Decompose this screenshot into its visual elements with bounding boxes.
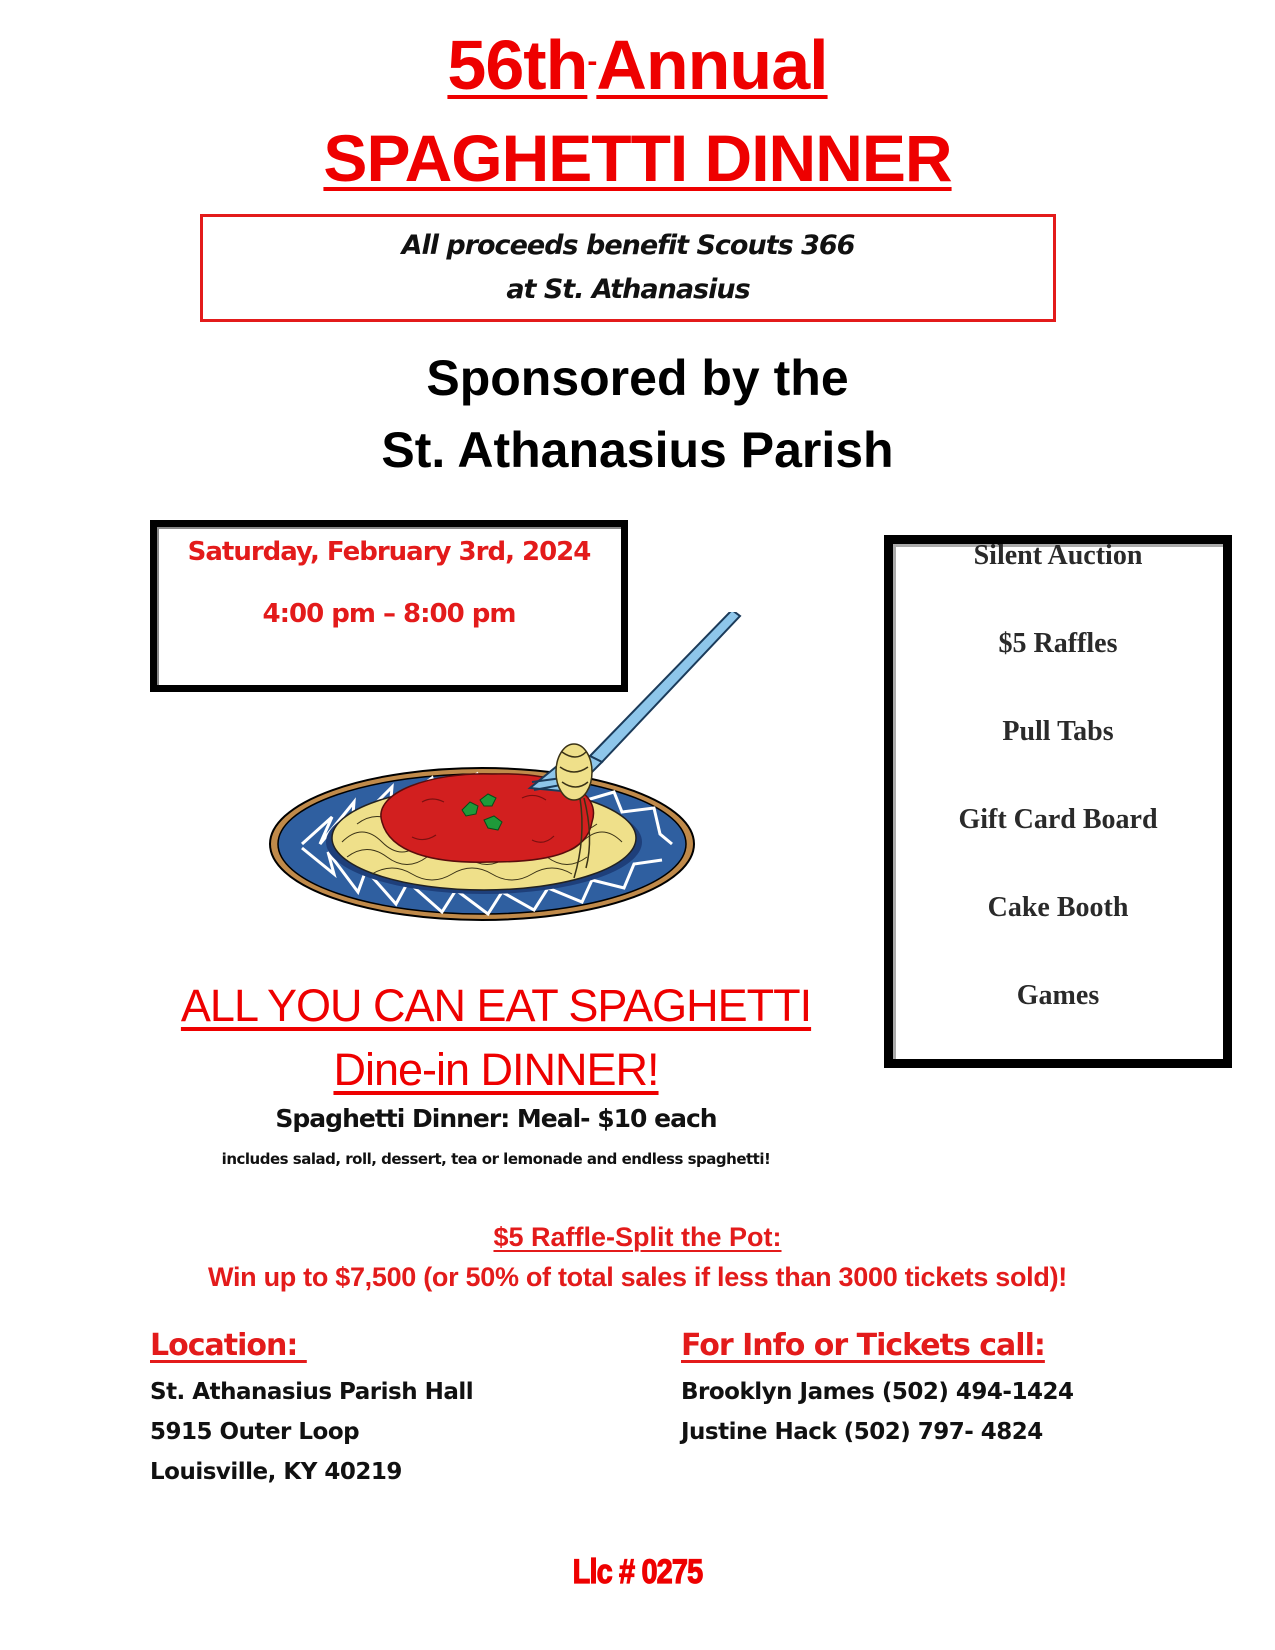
activity-raffles: $5 Raffles xyxy=(998,628,1118,659)
contact-line: Justine Hack (502) 797- 4824 xyxy=(681,1419,1043,1445)
contacts-heading: For Info or Tickets call: xyxy=(681,1328,1045,1363)
dinner-headline-2 xyxy=(150,1042,842,1097)
activity-cake-booth: Cake Booth xyxy=(987,892,1129,923)
location-line: St. Athanasius Parish Hall xyxy=(150,1379,474,1405)
dinner-headline-2-text: Dine-in DINNER! xyxy=(333,1044,659,1095)
dinner-headline-1-text: ALL YOU CAN EAT SPAGHETTI xyxy=(180,980,812,1031)
event-time: 4:00 pm – 8:00 pm xyxy=(262,599,516,629)
sponsor-line-1: Sponsored by the xyxy=(426,350,849,406)
title-line-1 xyxy=(0,22,1275,105)
title-separator: - xyxy=(587,45,597,78)
contacts-section xyxy=(681,1328,1073,1445)
title-line-2 xyxy=(0,118,1275,198)
raffle-title-text: $5 Raffle-Split the Pot: xyxy=(493,1222,782,1252)
proceeds-line-2: at St. Athanasius xyxy=(506,274,750,305)
title-annual: Annual xyxy=(596,26,828,104)
location-line: Louisville, KY 40219 xyxy=(150,1459,402,1485)
contact-line: Brooklyn James (502) 494-1424 xyxy=(681,1379,1074,1405)
event-title: SPAGHETTI DINNER xyxy=(323,121,952,195)
raffle-description: Win up to $7,500 (or 50% of total sales if less than 3000 tickets sold)! xyxy=(208,1262,1067,1292)
activity-pull-tabs: Pull Tabs xyxy=(1002,716,1114,747)
event-date: Saturday, February 3rd, 2024 xyxy=(187,537,591,567)
activity-silent-auction: Silent Auction xyxy=(973,540,1143,571)
proceeds-box xyxy=(200,214,1056,322)
location-line: 5915 Outer Loop xyxy=(150,1419,360,1445)
proceeds-line-1: All proceeds benefit Scouts 366 xyxy=(401,230,855,261)
location-heading: Location: xyxy=(150,1328,307,1363)
activity-games: Games xyxy=(1016,980,1100,1011)
license-number: Llc # 0275 xyxy=(572,1553,703,1591)
meal-includes: includes salad, roll, dessert, tea or lemonade and endless spaghetti! xyxy=(221,1150,771,1168)
dinner-headline-1 xyxy=(150,978,842,1033)
location-section xyxy=(150,1328,473,1485)
title-ordinal: 56th xyxy=(447,26,588,104)
activities-box xyxy=(884,535,1232,1068)
meal-price: Spaghetti Dinner: Meal- $10 each xyxy=(275,1104,717,1133)
spaghetti-plate-icon xyxy=(262,612,782,932)
sponsor-line-2: St. Athanasius Parish xyxy=(381,422,894,478)
activity-gift-card-board: Gift Card Board xyxy=(958,804,1158,835)
raffle-title xyxy=(0,1222,1275,1253)
